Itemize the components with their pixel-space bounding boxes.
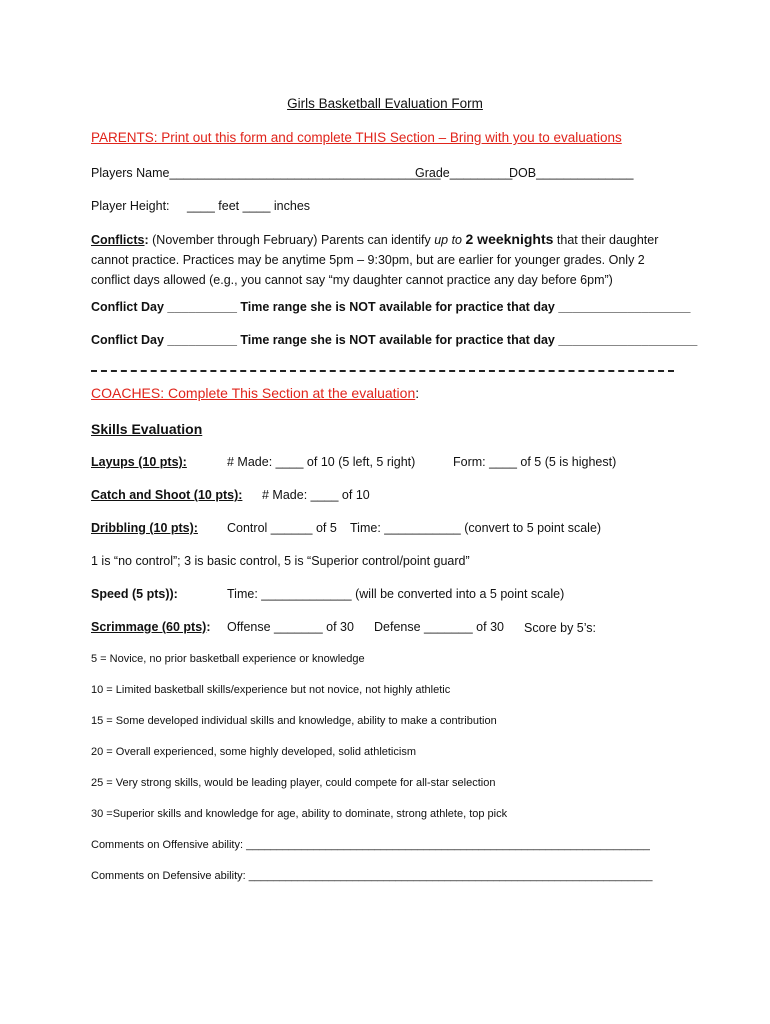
scrimmage-label-row [91, 619, 211, 635]
conflicts-colon: : [144, 233, 149, 247]
conflicts-label: Conflicts [91, 233, 145, 247]
score-level-10: 10 = Limited basketball skills/experience but not novice, not highly athletic [91, 684, 451, 696]
catch-shoot-label: Catch and Shoot (10 pts): [91, 488, 243, 502]
score-level-25: 25 = Very strong skills, would be leading player, could compete for all-star selection [91, 777, 496, 789]
players-name-field[interactable]: Players Name_______________________________________ [91, 166, 441, 180]
conflicts-text-1: (November through February) Parents can identify [148, 233, 435, 247]
control-scale-note: 1 is “no control”; 3 is basic control, 5 is “Superior control/point guard” [91, 554, 470, 568]
score-level-15: 15 = Some developed individual skills and knowledge, ability to make a contribution [91, 715, 497, 727]
scrimmage-colon: : [206, 620, 211, 634]
layups-form-field[interactable]: Form: ____ of 5 (5 is highest) [453, 455, 617, 469]
conflicts-paragraph [91, 229, 681, 290]
skills-evaluation-header: Skills Evaluation [91, 421, 203, 437]
scrimmage-label: Scrimmage (60 pts) [91, 620, 207, 634]
score-level-5: 5 = Novice, no prior basketball experience or knowledge [91, 653, 365, 665]
score-level-30: 30 =Superior skills and knowledge for age, ability to dominate, strong athlete, top pick [91, 808, 508, 820]
comments-offense-field[interactable]: Comments on Offensive ability: __________________________________________________________________ [91, 839, 650, 851]
form-title: Girls Basketball Evaluation Form [287, 96, 483, 111]
score-level-20: 20 = Overall experienced, some highly developed, solid athleticism [91, 746, 416, 758]
grade-field[interactable]: Grade_________ [415, 166, 513, 180]
section-divider [91, 370, 674, 374]
dribbling-label: Dribbling (10 pts): [91, 521, 198, 535]
scrimmage-offense-field[interactable]: Offense _______ of 30 [227, 620, 354, 634]
parents-header: PARENTS: Print out this form and complete THIS Section – Bring with you to evaluations [91, 130, 622, 145]
scrimmage-defense-field[interactable]: Defense _______ of 30 [374, 620, 504, 634]
conflict-day-2-field[interactable]: Conflict Day __________ Time range she is NOT available for practice that day ____________________ [91, 333, 698, 347]
conflicts-text-2: that their daughter cannot practice. Practices may be anytime 5pm – 9:30pm, but are earlier for younger grades. Only 2 conflict days allowed (e.g., you cannot say “my daughter cannot practice any day before 6pm”) [91, 233, 659, 287]
conflicts-emphasis: up to [434, 233, 463, 247]
dribbling-control-field[interactable]: Control ______ of 5 [227, 521, 337, 535]
conflicts-weeknights: 2 weeknights [465, 231, 554, 247]
conflict-day-1-field[interactable]: Conflict Day __________ Time range she is NOT available for practice that day ___________________ [91, 300, 691, 314]
player-height-label: Player Height: [91, 199, 170, 213]
player-height-field[interactable]: ____ feet ____ inches [187, 199, 311, 213]
speed-time-field[interactable]: Time: _____________ (will be converted into a 5 point scale) [227, 587, 565, 601]
dribbling-time-field[interactable]: Time: ___________ (convert to 5 point scale) [350, 521, 602, 535]
catch-shoot-made-field[interactable]: # Made: ____ of 10 [262, 488, 370, 502]
coaches-header-colon: : [415, 385, 420, 401]
score-by-fives-label: Score by 5’s: [524, 621, 597, 635]
layups-made-field[interactable]: # Made: ____ of 10 (5 left, 5 right) [227, 455, 416, 469]
coaches-header: COACHES: Complete This Section at the evaluation [91, 385, 416, 401]
comments-defense-field[interactable]: Comments on Defensive ability: __________________________________________________________________ [91, 870, 653, 882]
speed-label: Speed (5 pts)): [91, 587, 178, 601]
coaches-header-row [91, 385, 419, 401]
layups-label: Layups (10 pts): [91, 455, 187, 469]
dob-field[interactable]: DOB______________ [509, 166, 634, 180]
